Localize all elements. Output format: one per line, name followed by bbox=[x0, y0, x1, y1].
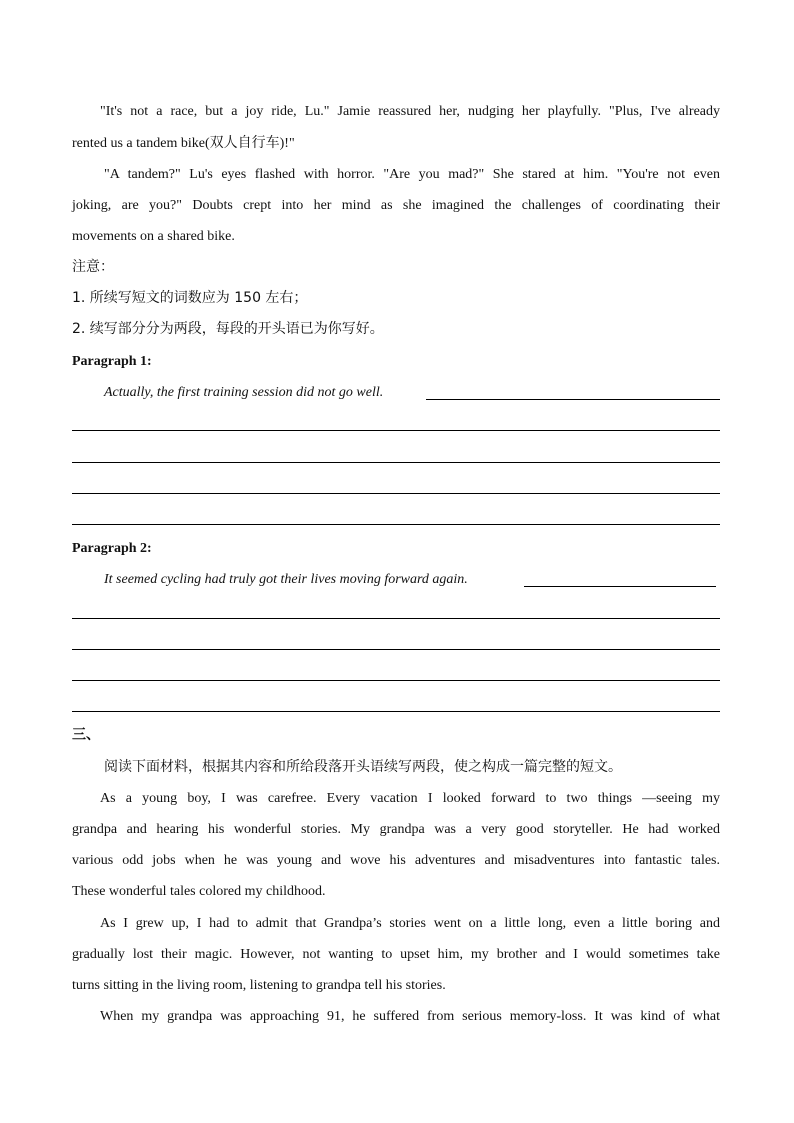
paragraph-label: Paragraph 2: bbox=[72, 541, 152, 556]
answer-line[interactable] bbox=[72, 430, 720, 431]
paragraph-opening: It seemed cycling had truly got their lives moving forward again. bbox=[104, 572, 468, 587]
passage-line: movements on a shared bike. bbox=[72, 229, 235, 244]
answer-line[interactable] bbox=[72, 711, 720, 712]
passage-line: When my grandpa was approaching 91, he suffered from serious memory-loss. It was kind of what bbox=[100, 1009, 720, 1024]
passage-line: "A tandem?" Lu's eyes flashed with horror. "Are you mad?" She stared at him. "You're not even bbox=[104, 167, 720, 182]
passage-line: grandpa and hearing his wonderful stories. My grandpa was a very good storyteller. He had worked bbox=[72, 822, 720, 837]
passage-line: As I grew up, I had to admit that Grandpa’s stories went on a little long, even a little boring and bbox=[100, 916, 720, 931]
passage-line: turns sitting in the living room, listening to grandpa tell his stories. bbox=[72, 978, 446, 993]
answer-line[interactable] bbox=[72, 680, 720, 681]
passage-line: rented us a tandem bike(双人自行车)!" bbox=[72, 136, 295, 151]
paragraph-label: Paragraph 1: bbox=[72, 354, 152, 369]
notes-heading: 注意： bbox=[72, 259, 114, 275]
passage-line: various odd jobs when he was young and wove his adventures and misadventures into fantastic tales. bbox=[72, 853, 720, 868]
passage-line: As a young boy, I was carefree. Every vacation I looked forward to two things —seeing my bbox=[100, 791, 720, 806]
paragraph-opening: Actually, the first training session did not go well. bbox=[104, 385, 384, 400]
answer-line[interactable] bbox=[72, 493, 720, 494]
answer-line[interactable] bbox=[524, 586, 716, 587]
passage-line: These wonderful tales colored my childhood. bbox=[72, 884, 326, 899]
answer-line[interactable] bbox=[426, 399, 720, 400]
section-instruction: 阅读下面材料，根据其内容和所给段落开头语续写两段，使之构成一篇完整的短文。 bbox=[104, 759, 622, 775]
answer-line[interactable] bbox=[72, 649, 720, 650]
passage-line: joking, are you?" Doubts crept into her mind as she imagined the challenges of coordinating their bbox=[72, 198, 720, 213]
notes-item: 2. 续写部分分为两段，每段的开头语已为你写好。 bbox=[72, 321, 384, 337]
answer-line[interactable] bbox=[72, 524, 720, 525]
answer-line[interactable] bbox=[72, 618, 720, 619]
answer-line[interactable] bbox=[72, 462, 720, 463]
passage-line: gradually lost their magic. However, not wanting to upset him, my brother and I would sometimes take bbox=[72, 947, 720, 962]
notes-item: 1. 所续写短文的词数应为 150 左右； bbox=[72, 290, 308, 306]
passage-line: "It's not a race, but a joy ride, Lu." Jamie reassured her, nudging her playfully. "Plus, I've already bbox=[100, 104, 720, 119]
section-number: 三、 bbox=[72, 727, 100, 743]
